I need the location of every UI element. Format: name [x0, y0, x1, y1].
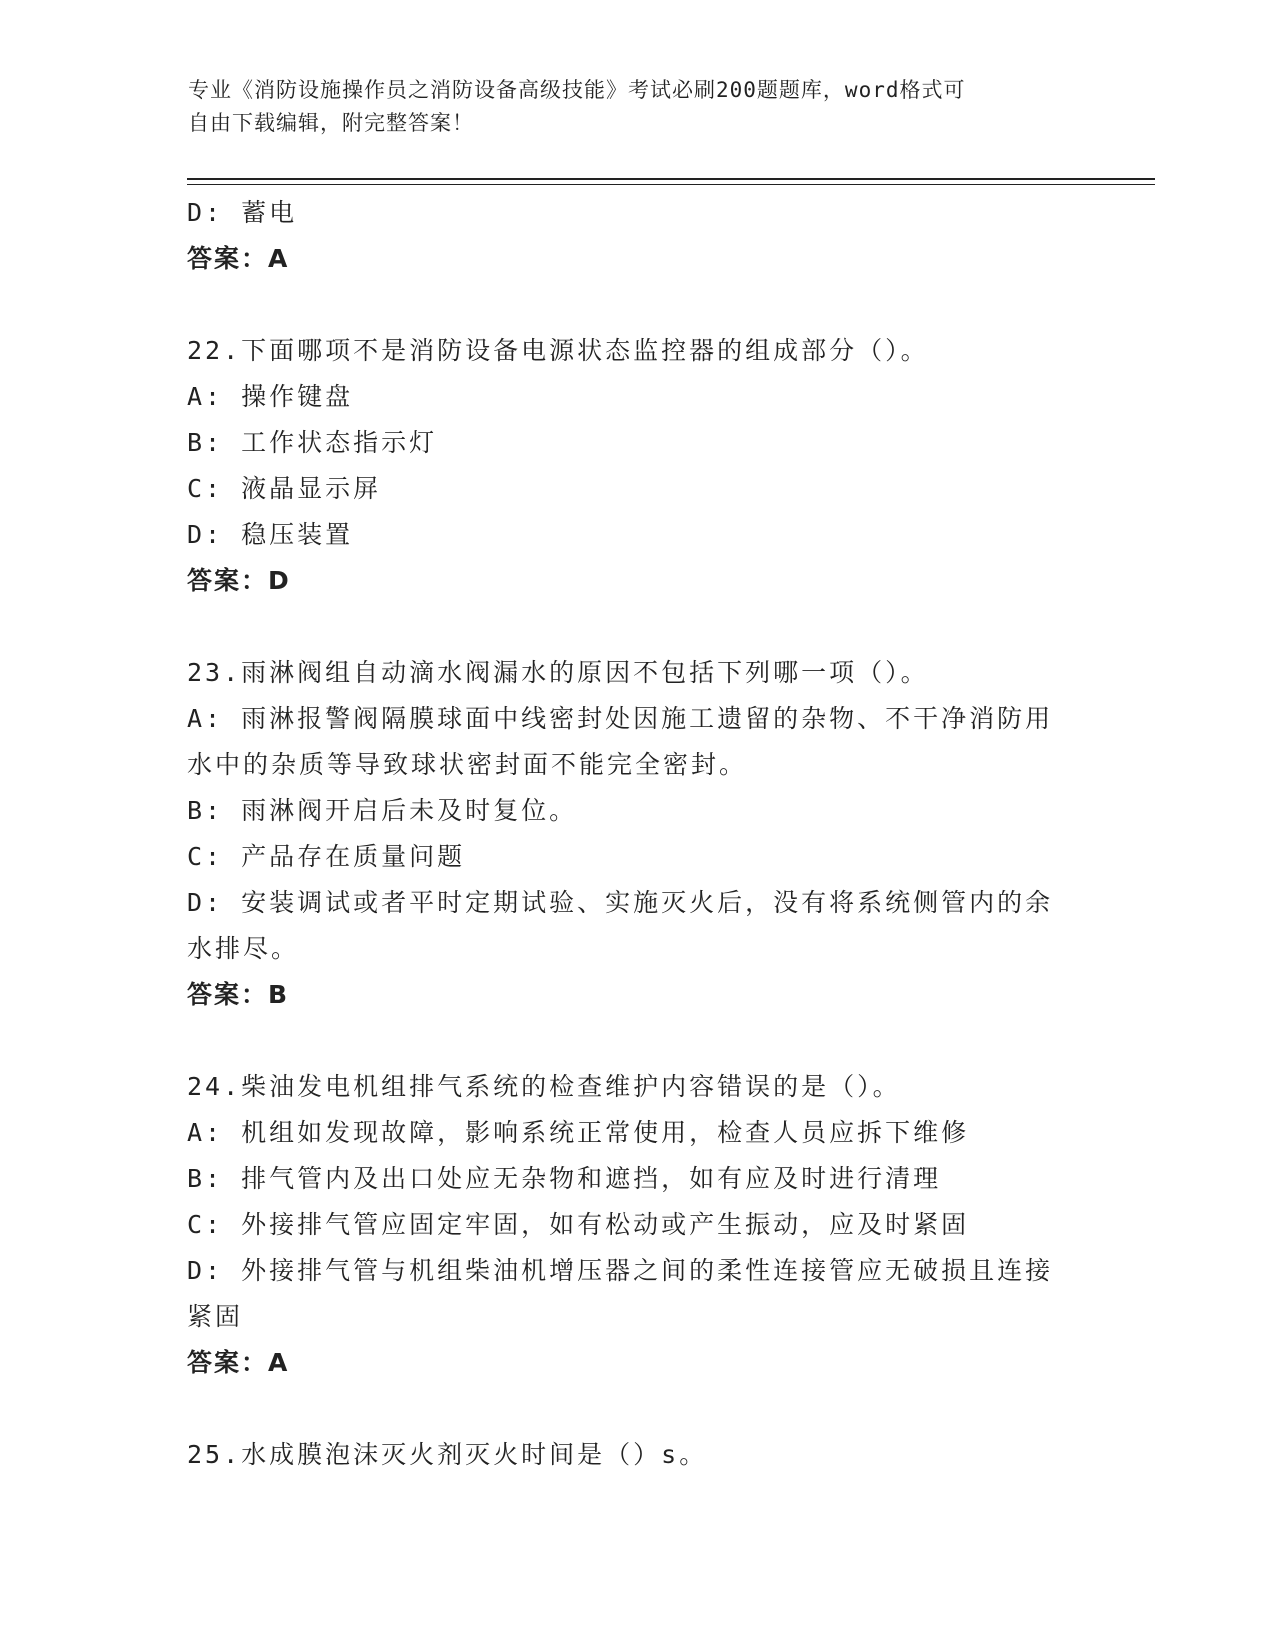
option-b: B: 排气管内及出口处应无杂物和遮挡，如有应及时进行清理 [187, 1164, 942, 1193]
question-22 [187, 328, 1087, 604]
question-stem: 22.下面哪项不是消防设备电源状态监控器的组成部分（）。 [187, 336, 929, 365]
question-stem: 25.水成膜泡沫灭火剂灭火时间是（）s。 [187, 1440, 708, 1469]
option-d: D: 安装调试或者平时定期试验、实施灭火后，没有将系统侧管内的余 [187, 888, 1054, 917]
question-24 [187, 1064, 1087, 1386]
option-b: B: 工作状态指示灯 [187, 428, 438, 457]
option-c: C: 外接排气管应固定牢固，如有松动或产生振动，应及时紧固 [187, 1210, 970, 1239]
option-d: D: 蓄电 [187, 198, 298, 227]
question-23 [187, 650, 1087, 1018]
answer-line: 答案：A [187, 1348, 290, 1377]
option-a: A: 雨淋报警阀隔膜球面中线密封处因施工遗留的杂物、不干净消防用 [187, 704, 1054, 733]
header-line-1: 专业《消防设施操作员之消防设备高级技能》考试必刷200题题库，word格式可 [188, 78, 966, 102]
document-header [188, 74, 1088, 140]
option-d: D: 外接排气管与机组柴油机增压器之间的柔性连接管应无破损且连接 [187, 1256, 1054, 1285]
question-stem: 24.柴油发电机组排气系统的检查维护内容错误的是（）。 [187, 1072, 901, 1101]
option-d-continued: 紧固 [187, 1302, 244, 1331]
option-c: C: 产品存在质量问题 [187, 842, 466, 871]
answer-line: 答案：D [187, 566, 291, 595]
header-line-2: 自由下载编辑，附完整答案！ [188, 111, 474, 135]
answer-line: 答案：B [187, 980, 290, 1009]
question-stem: 23.雨淋阀组自动滴水阀漏水的原因不包括下列哪一项（）。 [187, 658, 929, 687]
header-rule-thick [187, 178, 1155, 180]
question-25 [187, 1432, 1087, 1478]
option-d: D: 稳压装置 [187, 520, 354, 549]
option-a: A: 操作键盘 [187, 382, 354, 411]
previous-question [187, 190, 1087, 282]
option-b: B: 雨淋阀开启后未及时复位。 [187, 796, 578, 825]
question-list [187, 190, 1087, 1478]
header-rule-thin [187, 184, 1155, 185]
answer-line: 答案：A [187, 244, 290, 273]
option-a-continued: 水中的杂质等导致球状密封面不能完全密封。 [187, 750, 748, 779]
option-c: C: 液晶显示屏 [187, 474, 382, 503]
option-d-continued: 水排尽。 [187, 934, 300, 963]
option-a: A: 机组如发现故障，影响系统正常使用，检查人员应拆下维修 [187, 1118, 970, 1147]
